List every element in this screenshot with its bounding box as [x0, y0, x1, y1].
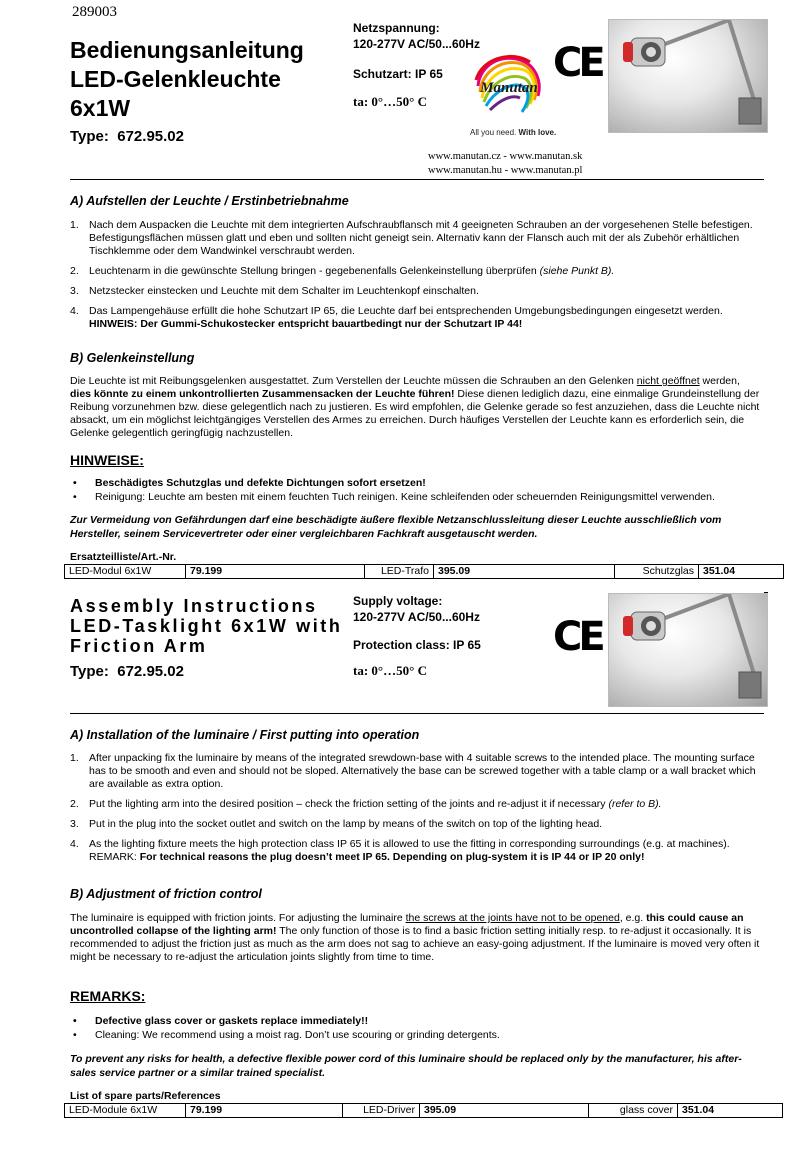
page-title-en: [70, 596, 343, 656]
list-item: 1. After unpacking fix the luminaire by means of the integrated srewdown-base with 4 suitable screws to the intended place. The mounting surface has to be smooth and even and should not be sloped. Alternatively the base can be screwed together with a table clamp or a wall bracket which are available as extra option.: [70, 752, 756, 790]
table-cell: 351.04: [678, 1104, 783, 1118]
table-cell: LED-Modul 6x1W: [65, 565, 186, 579]
list-item: • Reinigung: Leuchte am besten mit einem feuchten Tuch reinigen. Keine schleifenden oder scheuernden Reinigungsmittel verwenden.: [73, 491, 715, 503]
notes-heading-en: REMARKS:: [70, 988, 146, 1004]
title-line: 6x1W: [70, 95, 131, 121]
section-a-list-de: [70, 219, 762, 338]
voltage-value: 120-277V AC/50...60Hz: [353, 610, 480, 624]
section-a-heading-en: A) Installation of the luminaire / First putting into operation: [70, 728, 420, 742]
ambient-temperature: ta: 0°…50° C: [353, 94, 427, 109]
table-row: [65, 565, 784, 579]
website-list: [428, 150, 582, 178]
list-item: 4. Das Lampengehäuse erfüllt die hohe Schutzart IP 65, die Leuchte darf bei entsprechenden Umgebungsbedingungen eingesetzt werden. HINWEIS: Der Gummi-Schukostecker entspricht bauartbedingt nur der Schutzart IP 44!: [70, 305, 723, 330]
title-line: LED-Tasklight 6x1W with: [70, 616, 343, 636]
table-cell: 395.09: [420, 1104, 589, 1118]
protection-class: Protection class: IP 65: [353, 638, 481, 652]
manutan-logo: [472, 52, 546, 126]
protection-class: Schutzart: IP 65: [353, 67, 443, 81]
list-item: 1. Nach dem Auspacken die Leuchte mit dem integrierten Aufschraubflansch mit 4 geeigneten Schrauben an der vorgesehenen Stelle befestigen. Befestigungsflächen müssen glatt und eben und sollten nicht geneigt sein. Alternativ kann der Flansch auch mit der als Zubehör erhältlichen Tischklemme oder dem Wandwinkel verschraubt werden.: [70, 219, 753, 257]
section-b-heading-de: B) Gelenkeinstellung: [70, 351, 195, 365]
ce-mark: CE: [553, 614, 602, 660]
list-item: • Beschädigtes Schutzglas und defekte Dichtungen sofort ersetzen!: [73, 477, 426, 489]
table-cell: 79.199: [186, 565, 365, 579]
list-item: 4. As the lighting fixture meets the high protection class IP 65 it is allowed to use the fitting in corresponding surroundings (e.g. at machines). REMARK: For technical reasons the plug doesn’t meet IP 65. Depending on plug-system it is IP 44 or IP 20 only!: [70, 838, 730, 863]
product-photo: [608, 19, 768, 133]
list-item: • Cleaning: We recommend using a moist rag. Don’t use scouring or grinding detergents.: [73, 1029, 500, 1041]
section-b-heading-en: B) Adjustment of friction control: [70, 887, 262, 901]
product-photo: [608, 593, 768, 707]
section-a-heading-de: A) Aufstellen der Leuchte / Erstinbetriebnahme: [70, 194, 349, 208]
lamp-illustration: [609, 20, 767, 132]
specs-en: [353, 593, 481, 679]
warning-text-en: To prevent any risks for health, a defective flexible power cord of this luminaire should be replaced only by the manufacturer, his after-sales service partner or a similar trained specialist.: [70, 1053, 742, 1079]
title-line: Friction Arm: [70, 636, 208, 656]
page-title-de: [70, 36, 304, 123]
divider: [70, 713, 764, 714]
table-row: [65, 1104, 783, 1118]
logo-swirl: [472, 52, 546, 118]
voltage-label: Netzspannung:: [353, 21, 440, 35]
table-cell: 395.09: [434, 565, 615, 579]
table-cell: LED-Module 6x1W: [65, 1104, 186, 1118]
type-number-en: Type: 672.95.02: [70, 663, 184, 680]
spare-parts-label-de: Ersatzteilliste/Art.-Nr.: [70, 551, 177, 563]
section-b-text-en: The luminaire is equipped with friction joints. For adjusting the luminaire the screws at the joints have not to be opened, e.g. this could cause an uncontrolled collapse of the lighting arm! The only function of those is to find a basic friction setting initially resp. to re-adjust it occasionally. It is recommended to adjust the friction just as much as the arm does not sag to achieve an easy-going adjustment. If the luminaire is moved very often it might be necessary to re-adjust the articulation joints slightly from time to time.: [70, 912, 760, 963]
notes-list-en: [70, 1014, 762, 1042]
specs-de: [353, 20, 480, 110]
table-cell: Schutzglas: [615, 565, 699, 579]
list-item: 2. Leuchtenarm in die gewünschte Stellung bringen - gegebenenfalls Gelenkeinstellung überprüfen (siehe Punkt B).: [70, 265, 615, 277]
table-cell: LED-Trafo: [365, 565, 434, 579]
warning-text-de: Zur Vermeidung von Gefährdungen darf eine beschädigte äußere flexible Netzanschlussleitung dieser Leuchte ausschließlich vom Hersteller, seinem Servicevertreter oder einer vergleichbaren Fachkraft ausgetauscht werden.: [70, 514, 722, 540]
title-line: Assembly Instructions: [70, 596, 318, 616]
document-number: 289003: [72, 4, 117, 20]
table-cell: glass cover: [589, 1104, 678, 1118]
ce-mark: CE: [553, 40, 602, 86]
section-b-text-de: Die Leuchte ist mit Reibungsgelenken ausgestattet. Zum Verstellen der Leuchte müssen die Schrauben an den Gelenken nicht geöffnet werden, dies könnte zu einem unkontrollierten Zusammensacken der Leuchte führen! Diese dienen lediglich dazu, eine einmalige Grundeinstellung der Reibung vorzunehmen bzw. diese gelegentlich nach zu justieren. Es wird empfohlen, die Gelenke gerade so fest anzuziehen, dass die Leuchte nicht absackt, um ein möglichst leichtgängiges Verstellen des Armes zu erreichen. Durch häufiges Verstellen der Leuchte kann es erforderlich sein, die Gelenke gelegentlich geringfügig nachzustellen.: [70, 375, 760, 439]
list-item: 2. Put the lighting arm into the desired position – check the friction setting of the joints and re-adjust it if necessary (refer to B).: [70, 798, 662, 810]
voltage-label: Supply voltage:: [353, 594, 443, 608]
spare-parts-table-de: [64, 564, 784, 579]
section-a-list-en: [70, 752, 762, 871]
title-line: Bedienungsanleitung: [70, 37, 304, 63]
divider: [70, 179, 764, 180]
voltage-value: 120-277V AC/50...60Hz: [353, 37, 480, 51]
website-line: www.manutan.cz - www.manutan.sk: [428, 151, 583, 162]
notes-heading-de: HINWEISE:: [70, 452, 144, 468]
type-number-de: Type: 672.95.02: [70, 128, 184, 145]
ambient-temperature: ta: 0°…50° C: [353, 663, 427, 678]
table-cell: 351.04: [699, 565, 784, 579]
spare-parts-table-en: [64, 1103, 783, 1118]
table-cell: LED-Driver: [343, 1104, 420, 1118]
spare-parts-label-en: List of spare parts/References: [70, 1090, 221, 1102]
lamp-illustration: [609, 594, 767, 706]
website-line: www.manutan.hu - www.manutan.pl: [428, 165, 583, 176]
list-item: 3. Netzstecker einstecken und Leuchte mit dem Schalter im Leuchtenkopf einschalten.: [70, 285, 479, 297]
logo-tagline: All you need. With love.: [470, 128, 557, 137]
notes-list-de: [70, 476, 762, 504]
table-cell: 79.199: [186, 1104, 343, 1118]
list-item: 3. Put in the plug into the socket outlet and switch on the lamp by means of the switch on top of the lighting head.: [70, 818, 603, 830]
title-line: LED-Gelenkleuchte: [70, 66, 281, 92]
list-item: • Defective glass cover or gaskets replace immediately!!: [73, 1015, 369, 1027]
logo-brand: Manutan: [480, 80, 538, 96]
